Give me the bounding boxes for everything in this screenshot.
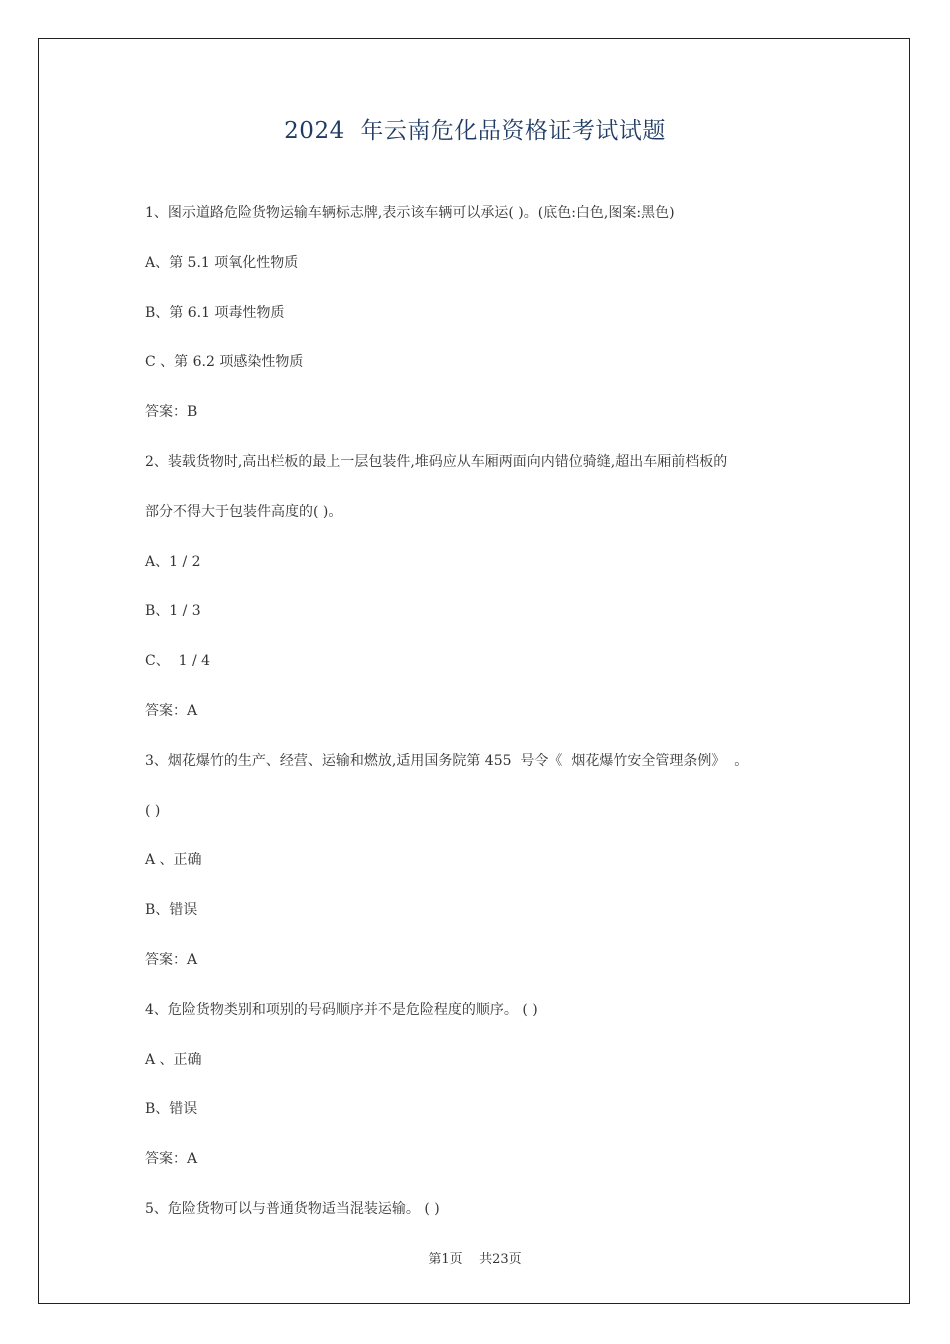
page-footer: [0, 1248, 950, 1267]
question-3-option-b: B、错误: [145, 902, 198, 919]
question-4-stem: 4、危险货物类别和项别的号码顺序并不是危险程度的顺序。 ( ): [145, 1001, 538, 1018]
question-5-stem: 5、危险货物可以与普通货物适当混装运输。 ( ): [145, 1200, 440, 1217]
question-3-stem-line-1: 3、烟花爆竹的生产、经营、运输和燃放,适用国务院第 455 号令《 烟花爆竹安全管理条例》 。: [145, 752, 749, 769]
question-4-option-b: B、错误: [145, 1101, 198, 1118]
question-3-option-a: A 、正确: [145, 852, 202, 869]
question-2-option-c: C、 1 / 4: [145, 653, 211, 670]
question-1-option-a: A、第 5.1 项氧化性物质: [145, 254, 299, 271]
question-3-stem-line-2: ( ): [145, 802, 161, 819]
question-list: [145, 202, 825, 1248]
question-2-stem-line-2: 部分不得大于包装件高度的( )。: [145, 503, 343, 520]
question-2-answer: 答案：A: [145, 702, 198, 719]
question-2-option-b: B、1 / 3: [145, 603, 201, 620]
page-number: 第1页: [428, 1252, 463, 1267]
question-4-option-a: A 、正确: [145, 1051, 202, 1068]
question-1-stem: 1、图示道路危险货物运输车辆标志牌,表示该车辆可以承运( )。(底色:白色,图案:黑色): [145, 205, 675, 221]
question-4-answer: 答案：A: [145, 1151, 198, 1168]
question-3-answer: 答案：A: [145, 951, 198, 968]
question-2-option-a: A、1 / 2: [145, 553, 201, 570]
question-1-option-c: C 、第 6.2 项感染性物质: [145, 354, 304, 371]
document-title: 2024 年云南危化品资格证考试试题: [284, 118, 666, 144]
page-total: 共23页: [479, 1252, 522, 1267]
question-2-stem-line-1: 2、装载货物时,高出栏板的最上一层包装件,堆码应从车厢两面向内错位骑缝,超出车厢前档板的: [145, 453, 728, 470]
question-1-option-b: B、第 6.1 项毒性物质: [145, 304, 285, 321]
question-1-answer: 答案：B: [145, 404, 198, 421]
